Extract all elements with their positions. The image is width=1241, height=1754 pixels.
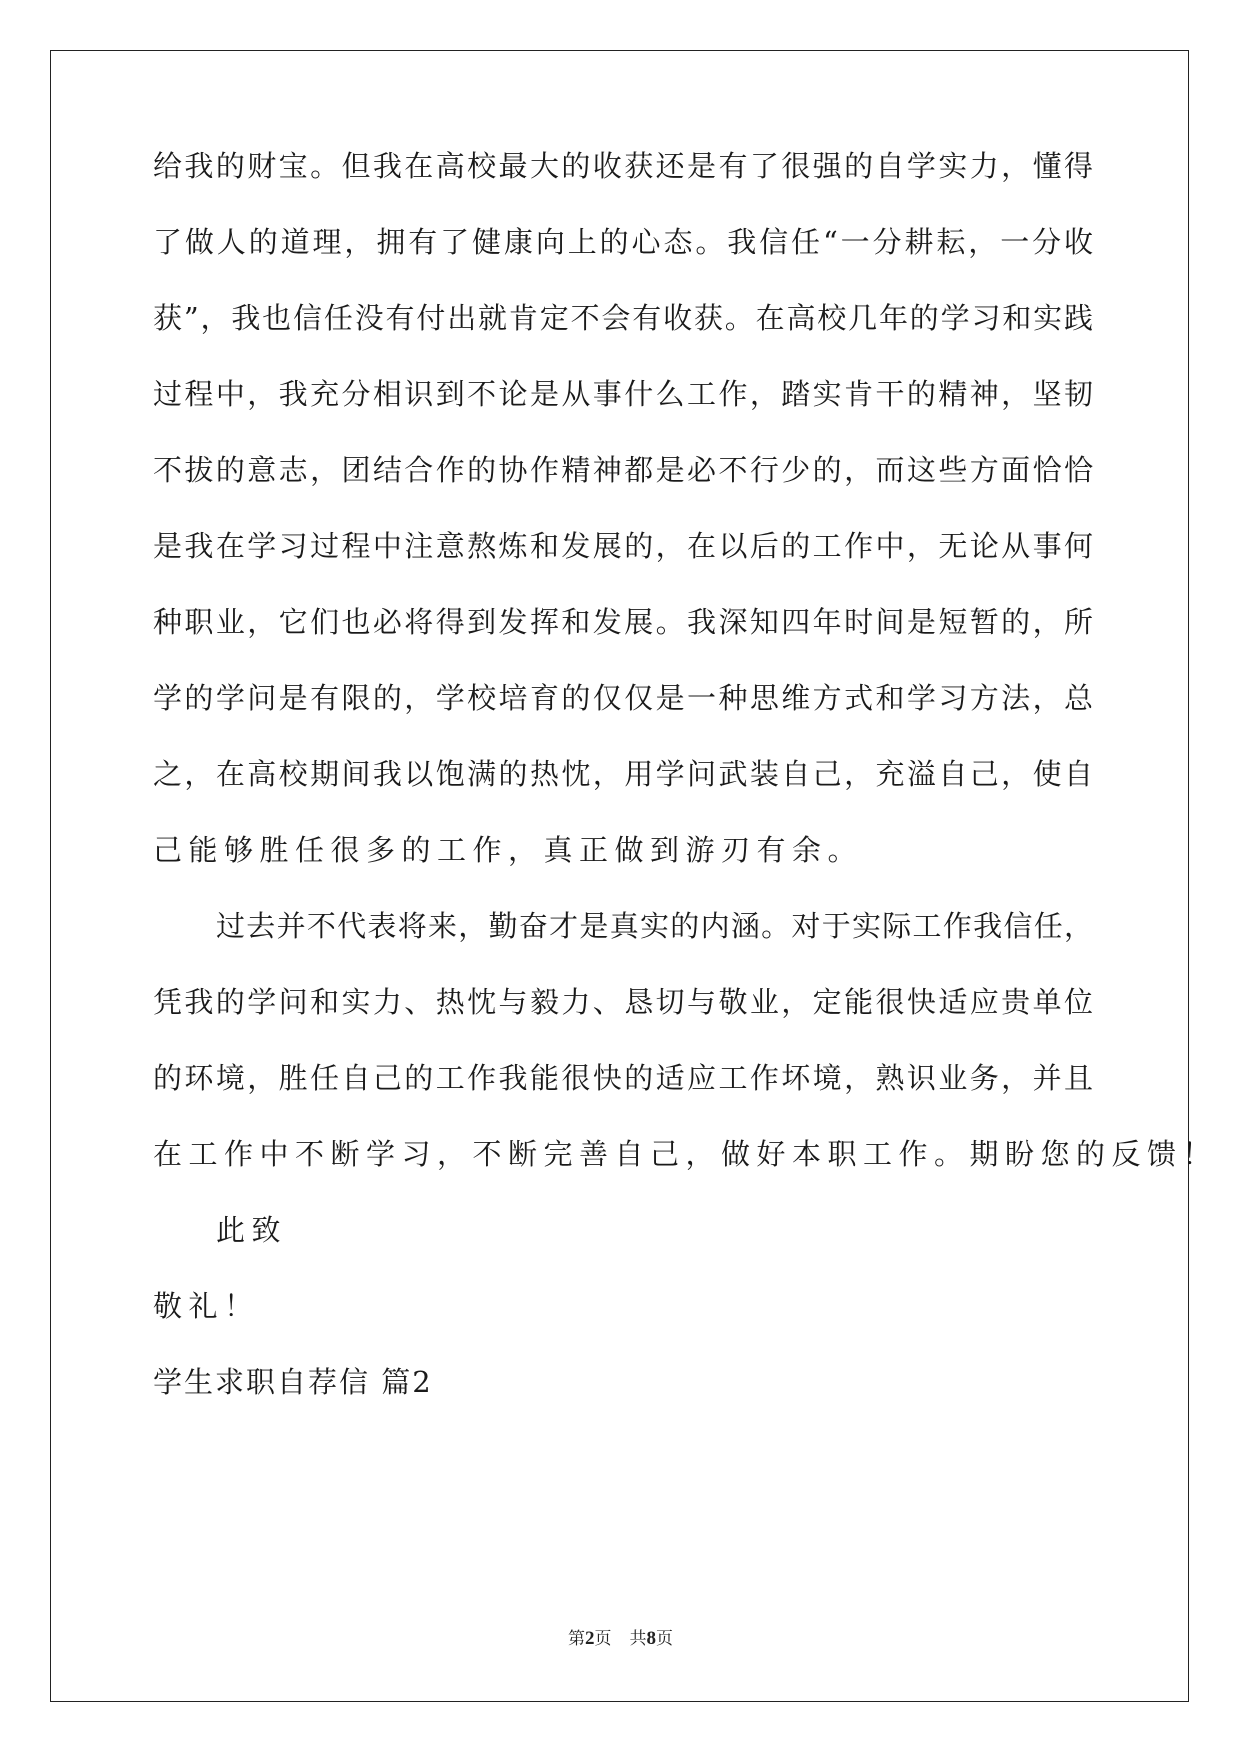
body-text-line: 种职业，它们也必将得到发挥和发展。我深知四年时间是短暂的，所 [153,605,1093,639]
page-unit: 页 [594,1629,612,1649]
body-text-line: 的环境，胜任自己的工作我能很快的适应工作坏境，熟识业务，并且 [153,1061,1093,1095]
body-text-line: 获”，我也信任没有付出就肯定不会有收获。在高校几年的学习和实践 [153,301,1093,335]
body-text-line: 己能够胜任很多的工作，真正做到游刃有余。 [153,833,864,867]
body-text-line: 学的学问是有限的，学校培育的仅仅是一种思维方式和学习方法，总 [153,681,1093,715]
body-text-line: 过程中，我充分相识到不论是从事什么工作，踏实肯干的精神，坚韧 [153,377,1093,411]
body-text-line: 是我在学习过程中注意熬炼和发展的，在以后的工作中，无论从事何 [153,529,1093,563]
page-footer [0,1627,1241,1651]
body-text-line: 不拔的意志，团结合作的协作精神都是必不行少的，而这些方面恰恰 [153,453,1093,487]
section-heading: 学生求职自荐信 篇2 [153,1365,433,1399]
body-text-line: 在工作中不断学习，不断完善自己，做好本职工作。期盼您的反馈！ [153,1137,1219,1171]
current-page-number: 2 [585,1628,595,1649]
body-text-line: 给我的财宝。但我在高校最大的收获还是有了很强的自学实力，懂得 [153,149,1093,183]
closing-salutation: 此致 [216,1213,288,1247]
body-text-line: 之，在高校期间我以饱满的热忱，用学问武装自己，充溢自己，使自 [153,757,1093,791]
page-prefix: 第 [568,1629,585,1649]
total-prefix: 共 [629,1629,647,1649]
body-text-line: 凭我的学问和实力、热忱与毅力、恳切与敬业，定能很快适应贵单位 [153,985,1093,1019]
total-page-number: 8 [646,1628,656,1649]
body-text-line: 了做人的道理，拥有了健康向上的心态。我信任“一分耕耘，一分收 [153,225,1093,259]
closing-regards: 敬礼！ [153,1289,260,1323]
total-unit: 页 [656,1629,673,1649]
paragraph-first-line: 过去并不代表将来，勤奋才是真实的内涵。对于实际工作我信任， [216,909,1093,943]
